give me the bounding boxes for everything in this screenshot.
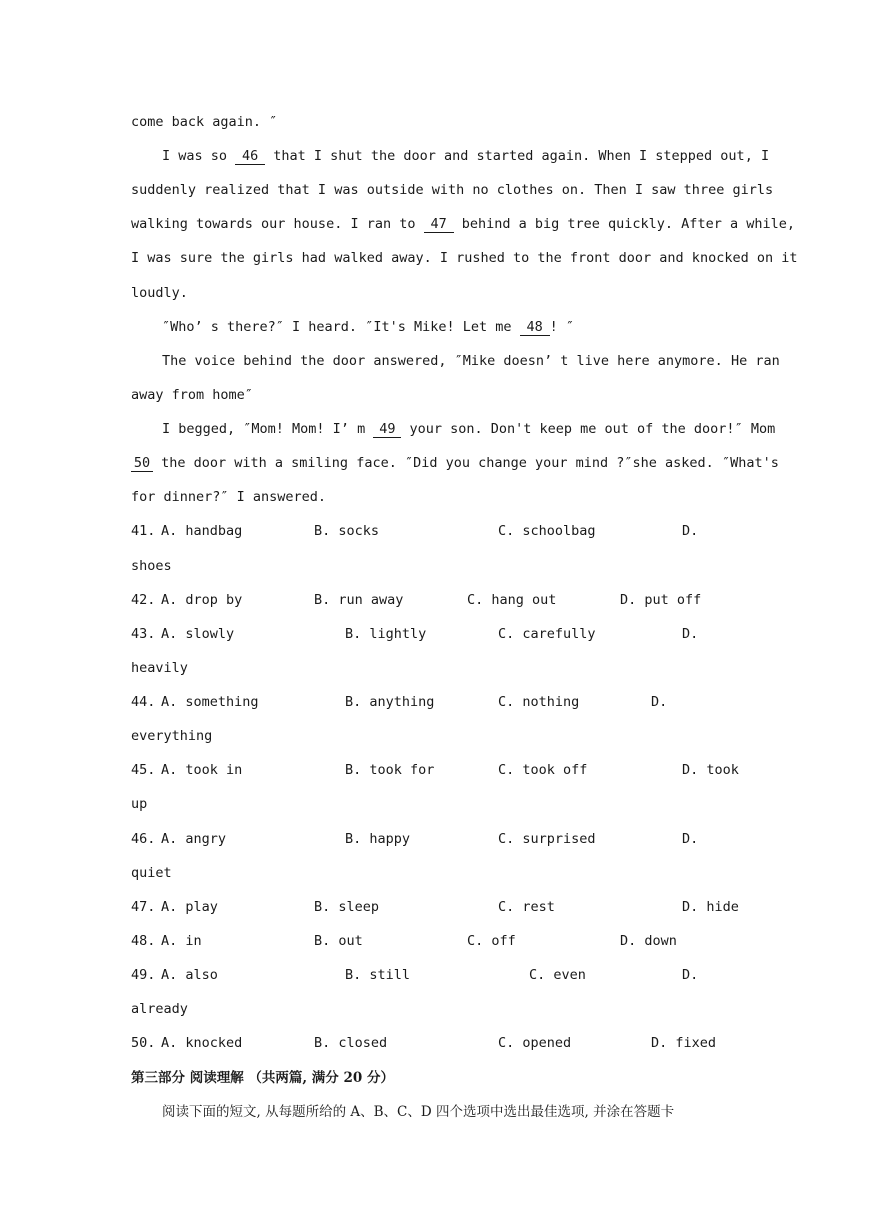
- question-46-option-a: A. angry: [161, 831, 227, 847]
- question-44-option-d-wrap: everything: [131, 728, 213, 744]
- passage-text: come back again. ″: [131, 114, 278, 130]
- question-45-option-a: A. took in: [161, 762, 243, 778]
- passage-text: loudly.: [131, 285, 188, 301]
- question-42-option-d: D. put off: [620, 592, 702, 608]
- question-47-option-a: A. play: [161, 899, 218, 915]
- passage-text: the door with a smiling face. ″Did you change your mind ?″she asked. ″What's: [153, 455, 779, 471]
- passage-text: I was so: [162, 148, 236, 164]
- passage-line: [131, 181, 773, 199]
- question-43-option-a: A. slowly: [161, 626, 235, 642]
- passage-text: walking towards our house. I ran to: [131, 216, 424, 232]
- question-50-option-b: B. closed: [314, 1035, 388, 1051]
- question-44-option-d: D.: [651, 694, 668, 710]
- passage-line: [131, 284, 188, 302]
- question-46-number: 46.: [131, 831, 156, 847]
- question-43-option-d: D.: [682, 626, 699, 642]
- question-45-option-b: B. took for: [345, 762, 435, 778]
- passage-line: [162, 147, 769, 165]
- question-41-option-b: B. socks: [314, 523, 380, 539]
- question-45-number: 45.: [131, 762, 156, 778]
- blank-47: 47: [424, 217, 454, 233]
- passage-text: I was sure the girls had walked away. I rushed to the front door and knocked on it: [131, 250, 798, 266]
- question-44-option-a: A. something: [161, 694, 259, 710]
- question-48-option-d: D. down: [620, 933, 677, 949]
- question-44-option-b: B. anything: [345, 694, 435, 710]
- question-50-option-c: C. opened: [498, 1035, 572, 1051]
- question-45-option-c: C. took off: [498, 762, 588, 778]
- question-48-option-a: A. in: [161, 933, 202, 949]
- section-heading: 第三部分 阅读理解 （共两篇, 满分 20 分）: [131, 1070, 394, 1086]
- question-50-number: 50.: [131, 1035, 156, 1051]
- question-48-option-c: C. off: [467, 933, 516, 949]
- blank-48: 48: [520, 320, 550, 336]
- question-42-option-a: A. drop by: [161, 592, 243, 608]
- passage-line: [162, 318, 574, 336]
- question-45-option-d: D. took: [682, 762, 739, 778]
- question-49-option-b: B. still: [345, 967, 411, 983]
- passage-text: away from home″: [131, 387, 253, 403]
- question-46-option-d-wrap: quiet: [131, 865, 172, 881]
- question-41-option-d-wrap: shoes: [131, 558, 172, 574]
- passage-line: [131, 454, 779, 472]
- question-41-option-d: D.: [682, 523, 699, 539]
- passage-line: [131, 386, 253, 404]
- question-42-option-c: C. hang out: [467, 592, 557, 608]
- question-48-number: 48.: [131, 933, 156, 949]
- question-48-option-b: B. out: [314, 933, 363, 949]
- passage-text: I begged, ″Mom! Mom! I’ m: [162, 421, 374, 437]
- question-50-option-d: D. fixed: [651, 1035, 717, 1051]
- question-43-option-b: B. lightly: [345, 626, 427, 642]
- section-instruction: 阅读下面的短文, 从每题所给的 A、B、C、D 四个选项中选出最佳选项, 并涂在答题卡: [162, 1104, 675, 1120]
- passage-text: The voice behind the door answered, ″Mike doesn’ t live here anymore. He ran: [162, 353, 780, 369]
- question-43-option-d-wrap: heavily: [131, 660, 188, 676]
- question-47-option-d: D. hide: [682, 899, 739, 915]
- question-45-option-d-wrap: up: [131, 796, 148, 812]
- question-49-option-d: D.: [682, 967, 699, 983]
- question-46-option-b: B. happy: [345, 831, 411, 847]
- passage-text: suddenly realized that I was outside with no clothes on. Then I saw three girls: [131, 182, 774, 198]
- question-42-option-b: B. run away: [314, 592, 404, 608]
- passage-line: [162, 352, 780, 370]
- question-43-number: 43.: [131, 626, 156, 642]
- passage-text: that I shut the door and started again. When I stepped out, I: [265, 148, 770, 164]
- passage-line: [162, 420, 775, 438]
- question-44-number: 44.: [131, 694, 156, 710]
- passage-text: your son. Don't keep me out of the door!″ Mom: [401, 421, 776, 437]
- blank-49: 49: [373, 422, 401, 438]
- passage-line: [131, 113, 277, 131]
- passage-text: ″Who’ s there?″ I heard. ″It's Mike! Let me: [162, 319, 520, 335]
- question-46-option-c: C. surprised: [498, 831, 596, 847]
- question-47-number: 47.: [131, 899, 156, 915]
- question-44-option-c: C. nothing: [498, 694, 580, 710]
- question-50-option-a: A. knocked: [161, 1035, 243, 1051]
- passage-text: ! ″: [549, 319, 575, 335]
- question-41-option-c: C. schoolbag: [498, 523, 596, 539]
- question-41-option-a: A. handbag: [161, 523, 243, 539]
- question-47-option-c: C. rest: [498, 899, 555, 915]
- passage-line: [131, 488, 326, 506]
- question-46-option-d: D.: [682, 831, 699, 847]
- passage-line: [131, 215, 795, 233]
- question-41-number: 41.: [131, 523, 156, 539]
- question-42-number: 42.: [131, 592, 156, 608]
- question-49-option-c: C. even: [529, 967, 586, 983]
- question-49-option-d-wrap: already: [131, 1001, 188, 1017]
- passage-line: [131, 249, 797, 267]
- passage-text: behind a big tree quickly. After a while,: [453, 216, 795, 232]
- blank-46: 46: [235, 149, 265, 165]
- question-49-number: 49.: [131, 967, 156, 983]
- question-43-option-c: C. carefully: [498, 626, 596, 642]
- question-47-option-b: B. sleep: [314, 899, 380, 915]
- blank-50: 50: [131, 456, 153, 472]
- question-49-option-a: A. also: [161, 967, 218, 983]
- passage-text: for dinner?″ I answered.: [131, 489, 327, 505]
